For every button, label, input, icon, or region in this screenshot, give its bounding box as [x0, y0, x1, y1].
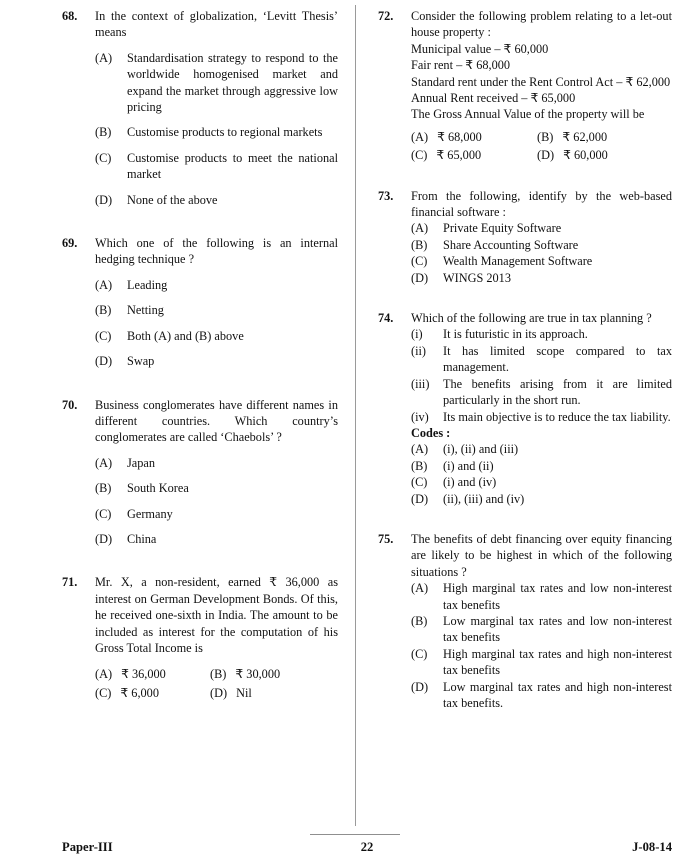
option-a[interactable]: [95, 277, 338, 293]
option-text: High marginal tax rates and low non-interest tax benefits: [443, 581, 672, 612]
option-a[interactable]: [95, 50, 338, 116]
option-text: Netting: [127, 303, 164, 318]
option-text: ₹ 36,000: [121, 667, 166, 682]
option-row: [95, 666, 338, 682]
statement-text: The benefits arising from it are limited particularly in the short run.: [443, 376, 672, 408]
option-label: (D): [95, 531, 113, 546]
option-row: [95, 685, 338, 701]
option-label: (C): [411, 646, 428, 661]
option-text: (i), (ii) and (iii): [443, 442, 519, 457]
option-a[interactable]: [95, 666, 166, 682]
option-text: Low marginal tax rates and high non-interest tax benefits.: [443, 679, 672, 710]
option-label: (C): [411, 148, 428, 163]
question-stem-tail: The Gross Annual Value of the property will be: [411, 107, 645, 122]
question-stem: From the following, identify by the web-based financial software :: [411, 188, 672, 220]
option-b[interactable]: [537, 129, 607, 145]
option-list: [411, 220, 672, 286]
option-text: Germany: [127, 506, 173, 521]
option-text: ₹ 62,000: [562, 129, 608, 144]
option-text: Swap: [127, 354, 155, 369]
option-label: (B): [537, 129, 554, 144]
option-text: Standardisation strategy to respond to the worldwide homogenised market and expand the market through aggressive low pricing: [127, 50, 338, 115]
option-label: (A): [95, 667, 113, 682]
option-text: South Korea: [127, 481, 189, 496]
option-c[interactable]: [95, 685, 159, 701]
option-text: Customise products to meet the national market: [127, 150, 338, 182]
option-label: (C): [95, 506, 112, 521]
question-number: 73.: [378, 188, 394, 203]
option-text: Low marginal tax rates and low non-interest tax benefits: [443, 613, 672, 645]
option-label: (B): [95, 303, 112, 318]
statement-label: (iii): [411, 376, 430, 391]
option-d[interactable]: [411, 270, 672, 286]
option-label: (B): [411, 237, 428, 252]
stem-line-standard-rent: Standard rent under the Rent Control Act – ₹ 62,000: [411, 74, 671, 89]
option-text: High marginal tax rates and high non-interest tax benefits: [443, 646, 672, 678]
option-text: (i) and (iv): [443, 475, 497, 490]
statement-text: It is futuristic in its approach.: [443, 327, 588, 342]
option-label: (B): [95, 125, 112, 140]
option-text: Leading: [127, 277, 168, 292]
option-label: (A): [95, 455, 113, 470]
codes-label: Codes :: [411, 425, 451, 440]
option-row: [411, 147, 672, 163]
option-row: [411, 129, 672, 145]
option-text: ₹ 60,000: [563, 148, 608, 163]
question-73: [378, 188, 672, 286]
option-list: [95, 50, 338, 208]
left-column: [62, 8, 338, 701]
option-label: (A): [411, 581, 429, 596]
option-text: WINGS 2013: [443, 270, 511, 285]
question-stem: Which of the following are true in tax planning ?: [411, 311, 652, 326]
question-71: [62, 574, 338, 701]
option-d[interactable]: [411, 679, 672, 712]
option-c[interactable]: [411, 147, 481, 163]
option-label: (B): [210, 667, 227, 682]
option-b[interactable]: [95, 480, 338, 496]
option-d[interactable]: [537, 147, 608, 163]
option-text: Wealth Management Software: [443, 254, 593, 269]
question-stem: The benefits of debt financing over equity financing are likely to be highest in which of the following situations ?: [411, 531, 672, 579]
option-label: (A): [95, 277, 113, 292]
option-label: (A): [411, 442, 429, 457]
question-number: 75.: [378, 531, 394, 546]
stem-line-annual-rent: Annual Rent received – ₹ 65,000: [411, 91, 576, 106]
option-b[interactable]: [411, 458, 672, 474]
option-label: (D): [411, 491, 429, 506]
option-a[interactable]: [411, 129, 482, 145]
question-stem: Which one of the following is an internal hedging technique ?: [95, 236, 338, 267]
option-label: (D): [411, 679, 429, 694]
statement-iii: [411, 376, 672, 409]
option-list: [95, 277, 338, 370]
option-label: (D): [95, 354, 113, 369]
option-label: (B): [411, 458, 428, 473]
option-text: ₹ 68,000: [437, 129, 482, 144]
option-grid: [411, 129, 672, 164]
option-label: (C): [95, 685, 112, 700]
option-label: (C): [411, 254, 428, 269]
question-stem: In the context of globalization, ‘Levitt Thesis’ means: [95, 9, 338, 40]
option-a[interactable]: [411, 441, 672, 457]
question-stem: Business conglomerates have different names in different countries. Which country’s conglomerates are called ‘Chaebols’ ?: [95, 397, 338, 445]
option-list: [411, 441, 672, 507]
footer-code: J-08-14: [632, 840, 672, 854]
option-grid: [95, 666, 338, 701]
option-label: (C): [95, 150, 112, 165]
option-d[interactable]: [411, 491, 672, 507]
statement-label: (ii): [411, 343, 427, 358]
stem-line-municipal-value: Municipal value – ₹ 60,000: [411, 41, 549, 56]
option-d[interactable]: [95, 531, 338, 547]
option-label: (C): [95, 328, 112, 343]
option-list: [411, 580, 672, 711]
statement-text: Its main objective is to reduce the tax liability.: [443, 409, 671, 424]
option-b[interactable]: [95, 124, 338, 140]
statement-label: (iv): [411, 409, 429, 424]
statement-iv: [411, 409, 672, 425]
option-label: (A): [411, 221, 429, 236]
question-number: 74.: [378, 311, 394, 326]
option-c[interactable]: [95, 506, 338, 522]
statement-list: [411, 326, 672, 424]
option-a[interactable]: [411, 580, 672, 613]
option-b[interactable]: [411, 613, 672, 646]
page-footer: [62, 838, 672, 856]
footer-paper-label: Paper-III: [62, 840, 113, 854]
option-label: (D): [210, 685, 228, 700]
option-c[interactable]: [95, 150, 338, 183]
option-label: (B): [411, 613, 428, 628]
option-text: Customise products to regional markets: [127, 125, 323, 140]
question-number: 70.: [62, 397, 78, 412]
option-label: (C): [411, 475, 428, 490]
option-a[interactable]: [411, 220, 672, 236]
option-c[interactable]: [95, 328, 338, 344]
question-number: 68.: [62, 9, 78, 23]
question-number: 69.: [62, 236, 78, 251]
option-text: None of the above: [127, 192, 218, 207]
option-text: Japan: [127, 455, 155, 470]
option-b[interactable]: [411, 237, 672, 253]
option-label: (D): [411, 270, 429, 285]
question-stem: Consider the following problem relating to a let-out house property :: [411, 9, 672, 40]
question-70: [62, 397, 338, 548]
question-stem: Mr. X, a non-resident, earned ₹ 36,000 as interest on German Development Bonds. Of this, he received one-sixth in India. The amount to be included as interest for the computation of his Gross Total Income is: [95, 575, 338, 655]
question-number: 72.: [378, 9, 394, 23]
option-d[interactable]: [210, 685, 252, 701]
option-list: [95, 455, 338, 548]
statement-label: (i): [411, 327, 423, 342]
option-b[interactable]: [210, 666, 280, 682]
option-text: ₹ 6,000: [120, 685, 159, 700]
question-number: 71.: [62, 575, 78, 590]
option-text: ₹ 65,000: [436, 148, 482, 163]
question-69: [62, 235, 338, 369]
option-d[interactable]: [95, 192, 338, 208]
right-column: [378, 8, 672, 711]
option-c[interactable]: [411, 646, 672, 679]
option-a[interactable]: [95, 455, 338, 471]
question-74: [378, 310, 672, 507]
question-75: [378, 531, 672, 711]
statement-ii: [411, 343, 672, 376]
option-text: China: [127, 531, 157, 546]
option-text: (i) and (ii): [443, 458, 494, 473]
statement-i: [411, 326, 672, 342]
option-d[interactable]: [95, 353, 338, 369]
option-text: Nil: [236, 685, 252, 700]
option-b[interactable]: [95, 302, 338, 318]
question-72: [378, 8, 672, 164]
option-label: (B): [95, 481, 112, 496]
option-label: (A): [95, 50, 113, 65]
option-label: (D): [95, 192, 113, 207]
question-68: [62, 8, 338, 208]
option-c[interactable]: [411, 253, 672, 269]
footer-page-number: 22: [360, 840, 374, 854]
option-c[interactable]: [411, 474, 672, 490]
option-label: (A): [411, 129, 429, 144]
column-divider: [355, 5, 356, 826]
footer-rule: [310, 834, 400, 835]
option-label: (D): [537, 148, 555, 163]
option-text: ₹ 30,000: [235, 667, 281, 682]
option-text: Both (A) and (B) above: [127, 328, 244, 343]
stem-line-fair-rent: Fair rent – ₹ 68,000: [411, 58, 511, 73]
statement-text: It has limited scope compared to tax management.: [443, 343, 672, 375]
option-text: Share Accounting Software: [443, 237, 579, 252]
option-text: (ii), (iii) and (iv): [443, 491, 525, 506]
option-text: Private Equity Software: [443, 221, 562, 236]
